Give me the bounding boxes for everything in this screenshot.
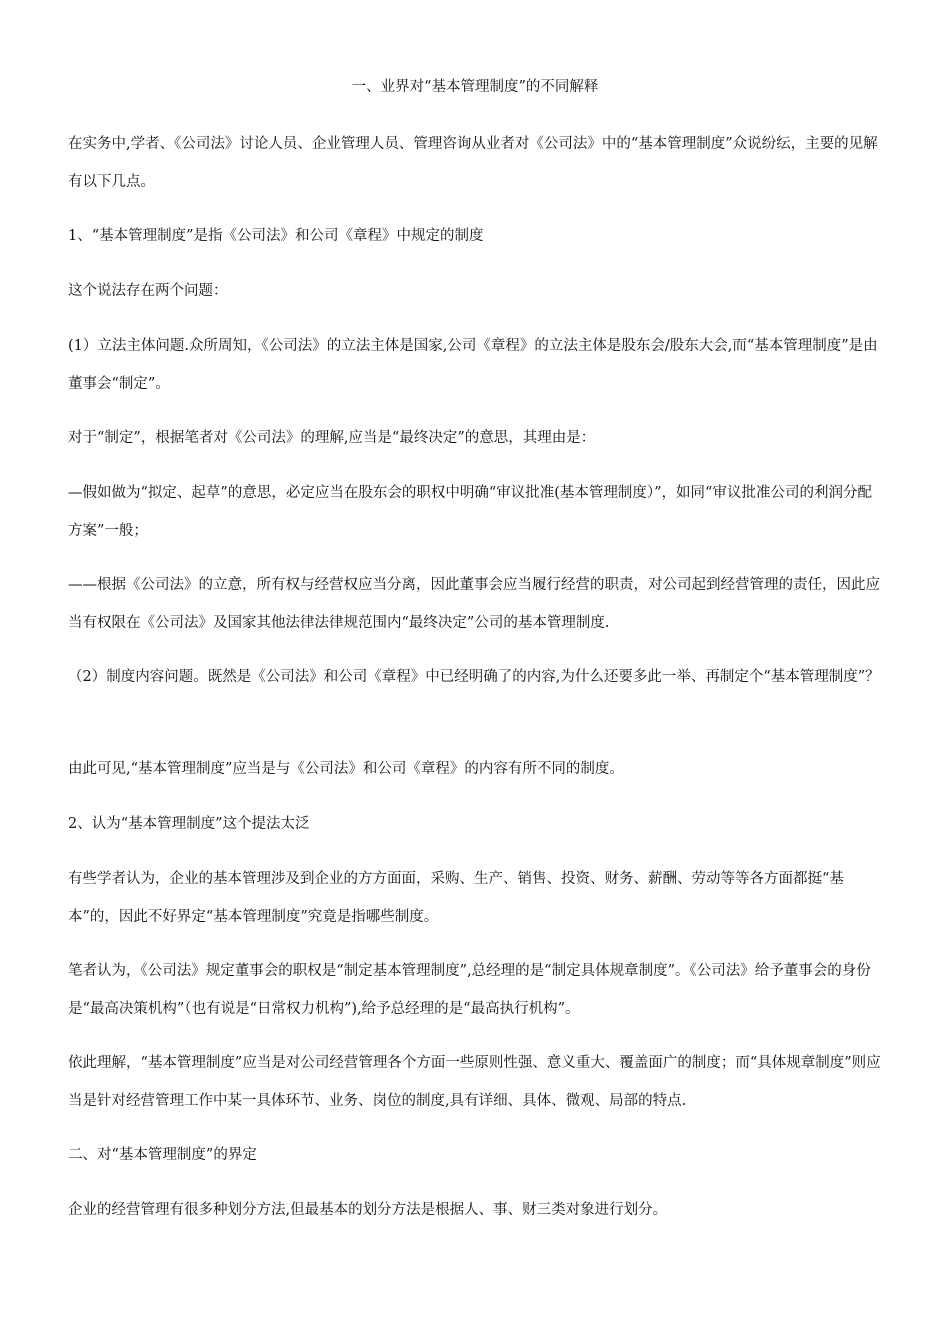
paragraph-interpretation: 依此理解，“基本管理制度”应当是对公司经营管理各个方面一些原则性强、意义重大、覆盖面广的制度；而“具体规章制度”则应当是针对经营管理工作中某一具体环节、业务、岗位的制度,具有详细、具体、微观、局部的特点. xyxy=(68,1055,881,1109)
paragraph-conclusion: 由此可见,“基本管理制度”应当是与《公司法》和公司《章程》的内容有所不同的制度。 xyxy=(68,761,624,777)
paragraph-legislative-subject: (1）立法主体问题.众所周知，《公司法》的立法主体是国家,公司《章程》的立法主体是股东会/股东大会,而“基本管理制度”是由董事会“制定”。 xyxy=(68,338,878,392)
heading-section-2: 二、对“基本管理制度”的界定 xyxy=(68,1147,257,1163)
paragraph-reason-2: ——根据《公司法》的立意，所有权与经营权应当分离，因此董事会应当履行经营的职责，对公司起到经营管理的责任，因此应当有权限在《公司法》及国家其他法律法律规范围内“最终决定”公司的基本管理制度. xyxy=(68,577,880,631)
heading-point-1: 1、“基本管理制度”是指《公司法》和公司《章程》中规定的制度 xyxy=(68,228,484,244)
section-title: 一、业界对“基本管理制度”的不同解释 xyxy=(351,79,599,95)
paragraph-author-view: 笔者认为，《公司法》规定董事会的职权是“制定基本管理制度”,总经理的是“制定具体规章制度”。《公司法》给予董事会的身份是“最高决策机构”（也有说是“日常权力机构”),给予总经理的是“最高执行机构”。 xyxy=(68,963,871,1017)
paragraph-classification: 企业的经营管理有很多种划分方法,但最基本的划分方法是根据人、事、财三类对象进行划分。 xyxy=(68,1202,668,1218)
paragraph-scholars-view: 有些学者认为，企业的基本管理涉及到企业的方方面面，采购、生产、销售、投资、财务、薪酬、劳动等等各方面都挺“基本”的，因此不好界定“基本管理制度”究竟是指哪些制度。 xyxy=(68,871,844,925)
heading-point-2: 2、认为“基本管理制度”这个提法太泛 xyxy=(68,816,310,832)
paragraph-two-problems: 这个说法存在两个问题： xyxy=(68,283,228,299)
paragraph-content-problem: （2）制度内容问题。既然是《公司法》和公司《章程》中已经明确了的内容,为什么还要多此一举、再制定个“基本管理制度”？ xyxy=(68,669,880,685)
paragraph-intro: 在实务中,学者、《公司法》讨论人员、企业管理人员、管理咨询从业者对《公司法》中的“基本管理制度”众说纷纭，主要的见解有以下几点。 xyxy=(68,136,878,190)
paragraph-formulate-meaning: 对于“制定”，根据笔者对《公司法》的理解,应当是“最终决定”的意思，其理由是： xyxy=(68,430,596,446)
paragraph-reason-1: —假如做为“拟定、起草”的意思，必定应当在股东会的职权中明确“审议批准(基本管理制度）”，如同“审议批准公司的利润分配方案”一般； xyxy=(68,485,872,539)
